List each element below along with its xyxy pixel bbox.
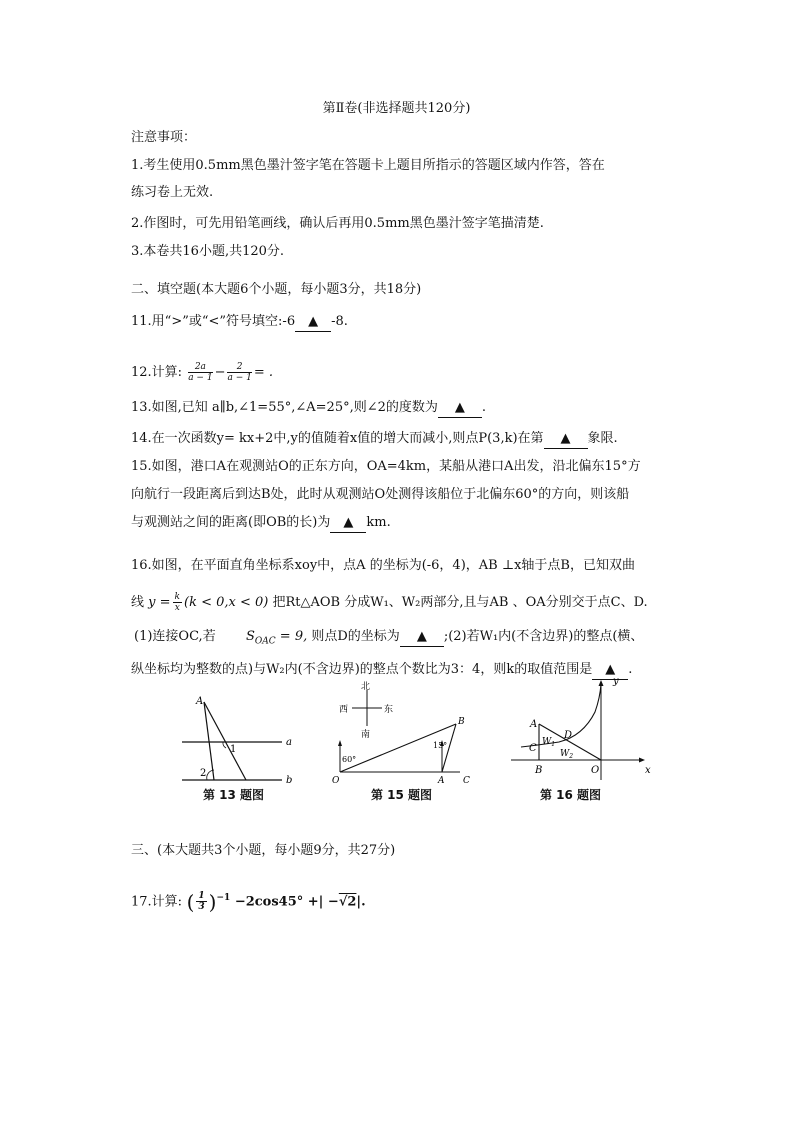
q12-equals: = . (253, 365, 273, 380)
fig16-W2-letter: W (560, 749, 570, 759)
figure-15-diagram (330, 680, 480, 785)
q16-frac-denominator: x (174, 603, 180, 613)
q17-fraction (196, 891, 206, 912)
notes-header: 注意事项： (131, 130, 197, 145)
fig15-label-C: C (463, 776, 470, 785)
q16-line-2-tail: 把Rt△AOB 分成W₁、W₂两部分,且与AB 、OA分别交于点C、D. (272, 595, 648, 610)
fig16-label-O: O (591, 765, 600, 776)
question-11 (131, 313, 348, 332)
fig13-label-A: A (196, 696, 204, 707)
q13-tail: . (481, 400, 487, 415)
fig13-label-b: b (286, 775, 293, 786)
q16-part1-text: (1)连接OC,若 (134, 629, 216, 644)
q16-area-symbol: S (245, 629, 255, 644)
fig15-label-A: A (438, 776, 445, 785)
fig13-segment-2 (204, 702, 246, 780)
q15-tail: km. (366, 515, 391, 530)
q12-text: 12.计算: (131, 365, 183, 380)
q16-part2-text: ;(2)若W₁内(不含边界)的整点(横、 (443, 629, 644, 644)
q16-frac-numerator: k (174, 592, 180, 602)
fig16-label-C: C (529, 743, 537, 754)
fig16-label-A: A (530, 719, 538, 730)
q12-minus: − (214, 365, 226, 380)
fig15-west-label: 西 (339, 705, 349, 715)
q17-end: |. (356, 894, 366, 910)
fig16-W1-subscript: 1 (551, 741, 556, 748)
q12-frac2-numerator: 2 (227, 362, 251, 373)
q11-tail: -8. (331, 314, 348, 329)
figure-15-caption: 第 15 题图 (371, 788, 433, 802)
question-16-line-3 (134, 628, 643, 651)
q13-answer-blank: ▲ (438, 399, 482, 418)
note-item-1-line-2: 练习卷上无效. (131, 185, 214, 200)
fig13-label-a: a (286, 737, 292, 748)
fig16-x-arrow (639, 758, 645, 763)
fig15-label-O: O (332, 776, 340, 785)
note-item-2: 2.作图时，可先用铅笔画线，确认后再用0.5mm黑色墨汁签字笔描清楚. (131, 216, 544, 231)
question-15-line-3 (131, 514, 391, 533)
figure-13-diagram (170, 690, 300, 790)
fig16-label-D: D (564, 730, 573, 741)
q17-expression: −2cos45° +| − (234, 894, 339, 910)
q17-frac-numerator: 1 (198, 891, 205, 902)
q17-close-paren: ) (208, 889, 217, 914)
fig15-angle-60: 60° (342, 755, 357, 764)
q16-answer-blank-1: ▲ (400, 628, 444, 647)
fig13-label-1: 1 (230, 744, 237, 755)
q12-fraction-1 (188, 362, 212, 383)
q12-fraction-2 (227, 362, 251, 383)
question-13 (131, 399, 486, 418)
q17-text: 17.计算: (131, 894, 183, 910)
q11-answer-blank: ▲ (295, 313, 331, 332)
q16-part1-mid: 则点D的坐标为 (311, 629, 400, 644)
q16-line-4-tail: . (628, 662, 633, 677)
fig15-arrow-O (338, 740, 342, 746)
section-2-header: 二、填空题(本大题6个小题，每小题3分，共18分) (131, 282, 422, 297)
fig16-label-W2 (560, 749, 573, 760)
q16-line-4-text: 纵坐标均为整数的点)与W₂内(不含边界)的整点个数比为3：4，则k的取值范围是 (131, 662, 593, 677)
q14-answer-blank: ▲ (544, 430, 588, 449)
fig15-east-label: 东 (384, 705, 394, 715)
q16-text: 线 (131, 595, 145, 610)
q17-sqrt: √2 (338, 894, 357, 910)
question-14 (131, 430, 618, 449)
note-item-3: 3.本卷共16小题,共120分. (131, 244, 285, 259)
question-15-line-1: 15.如图，港口A在观测站O的正东方向，OA=4km，某船从港口A出发，沿北偏东15°方 (131, 459, 641, 474)
fig13-label-2: 2 (200, 768, 207, 779)
q16-area-subscript: OAC (254, 636, 276, 647)
fig15-angle-15: 15° (433, 741, 448, 750)
question-16-line-1: 16.如图，在平面直角坐标系xoy中，点A 的坐标为(-6，4)，AB ⊥x轴于点B，已知双曲 (131, 558, 635, 573)
fig15-north-label: 北 (361, 682, 371, 692)
question-17 (131, 885, 366, 915)
fig16-hyperbola (521, 684, 601, 747)
figure-13-caption: 第 13 题图 (203, 788, 265, 802)
fig16-W1-letter: W (542, 737, 552, 747)
question-12 (131, 362, 273, 383)
q17-exponent: −1 (216, 893, 231, 903)
fig16-label-W1 (542, 737, 555, 748)
q16-area-value: = 9, (279, 629, 308, 644)
q12-frac2-denominator: a − 1 (227, 373, 252, 383)
q14-tail: 象限. (587, 431, 618, 446)
q15-text: 与观测站之间的距离(即OB的长)为 (131, 515, 331, 530)
page-title: 第Ⅱ卷(非选择题共120分) (322, 101, 471, 116)
figure-16-caption: 第 16 题图 (540, 788, 602, 802)
q13-text: 13.如图,已知 a∥b,∠1=55°,∠A=25°,则∠2的度数为 (131, 400, 438, 415)
q16-y-equals: y = (148, 595, 171, 610)
q14-text: 14.在一次函数y= kx+2中,y的值随着x值的增大而减小,则点P(3,k)在第 (131, 431, 544, 446)
q17-frac-denominator: 3 (198, 902, 205, 913)
q16-answer-blank-2: ▲ (592, 661, 628, 680)
fig16-label-x: x (645, 765, 651, 776)
note-item-1-line-1: 1.考生使用0.5mm黑色墨汁签字笔在答题卡上题目所指示的答题区域内作答，答在 (131, 158, 605, 173)
q12-frac1-denominator: a − 1 (188, 373, 213, 383)
figure-16-diagram (505, 672, 655, 784)
question-15-line-2: 向航行一段距离后到达B处，此时从观测站O处测得该船位于北偏东60°的方向，则该船 (131, 487, 630, 502)
q16-fraction (173, 592, 182, 613)
question-16-line-2 (131, 592, 648, 614)
q17-open-paren: ( (186, 889, 195, 914)
q12-frac1-numerator: 2a (188, 362, 212, 373)
fig15-label-B: B (458, 717, 465, 727)
q15-answer-blank: ▲ (330, 514, 366, 533)
fig15-south-label: 南 (361, 730, 371, 740)
q16-condition: (k < 0,x < 0) (184, 595, 269, 610)
q11-text: 11.用“>”或“<”符号填空:-6 (131, 314, 296, 329)
fig16-label-y: y (613, 676, 619, 687)
fig16-label-B: B (535, 765, 543, 776)
fig16-W2-subscript: 2 (569, 753, 574, 760)
section-3-header: 三、(本大题共3个小题，每小题9分，共27分) (131, 843, 396, 858)
